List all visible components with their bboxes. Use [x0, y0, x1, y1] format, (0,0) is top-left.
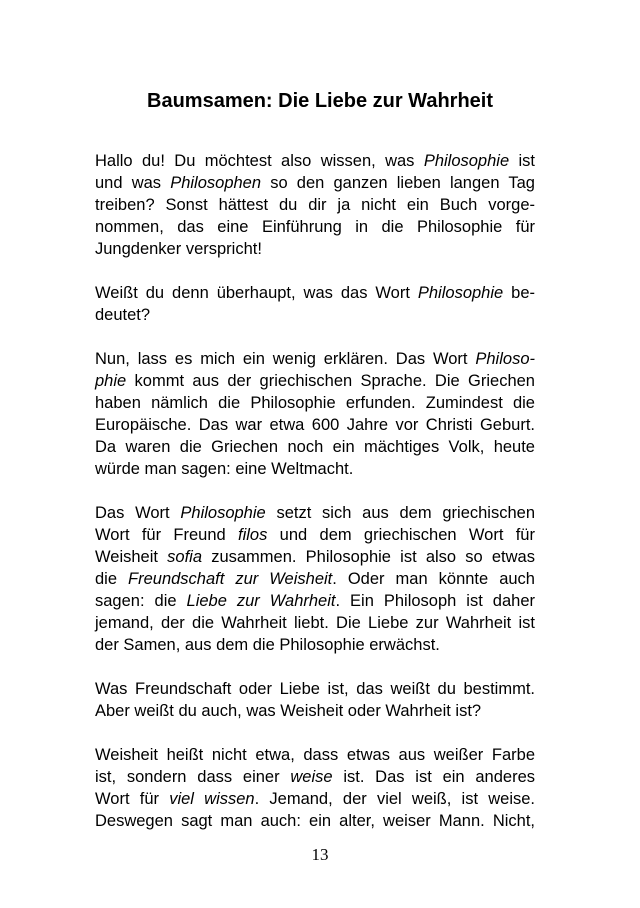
text-line: Weißt du denn überhaupt, was das Wort Philosophie be- — [95, 284, 535, 302]
text-line: würde man sagen: eine Weltmacht. — [95, 460, 354, 478]
paragraph — [95, 348, 535, 480]
text-line: Wort für viel wissen. Jemand, der viel weiß, ist weise. — [95, 790, 535, 808]
text-line: haben nämlich die Philosophie erfunden. Zumindest die — [95, 394, 535, 412]
text-line: Hallo du! Du möchtest also wissen, was Philosophie ist — [95, 152, 535, 170]
text-line: und was Philosophen so den ganzen lieben langen Tag — [95, 174, 535, 192]
paragraph — [95, 282, 535, 326]
italic-term: Philosophie — [180, 504, 266, 522]
italic-term: phie — [95, 372, 127, 390]
text-line: Europäische. Das war etwa 600 Jahre vor Christi Geburt. — [95, 416, 535, 434]
paragraph — [95, 502, 535, 656]
page-number: 13 — [311, 845, 329, 864]
paragraph — [95, 150, 535, 260]
italic-term: viel wissen — [169, 790, 255, 808]
text-line: Was Freundschaft oder Liebe ist, das weißt du bestimmt. — [95, 680, 535, 698]
italic-term: Philosophen — [170, 174, 262, 192]
italic-term: Freundschaft zur Weisheit — [128, 570, 333, 588]
paragraph — [95, 678, 535, 722]
text-line: Aber weißt du auch, was Weisheit oder Wahrheit ist? — [95, 702, 482, 720]
text-line: deutet? — [95, 306, 151, 324]
text-line: Jungdenker verspricht! — [95, 240, 262, 258]
italic-term: Liebe zur Wahrheit — [186, 592, 336, 610]
text-line: phie kommt aus der griechischen Sprache. Die Griechen — [95, 372, 535, 390]
body-text — [95, 150, 535, 854]
italic-term: Philoso- — [475, 350, 535, 368]
text-line: Weisheit sofia zusammen. Philosophie ist also so etwas — [95, 548, 535, 566]
text-line: Da waren die Griechen noch ein mächtiges Volk, heute — [95, 438, 535, 456]
paragraph — [95, 744, 535, 832]
text-line: sagen: die Liebe zur Wahrheit. Ein Philosoph ist daher — [95, 592, 535, 610]
text-line: der Samen, aus dem die Philosophie erwächst. — [95, 636, 440, 654]
text-line: Das Wort Philosophie setzt sich aus dem griechischen — [95, 504, 535, 522]
italic-term: sofia — [167, 548, 203, 566]
text-line: Deswegen sagt man auch: ein alter, weiser Mann. Nicht, — [95, 812, 535, 830]
text-line: ist, sondern dass einer weise ist. Das ist ein anderes — [95, 768, 535, 786]
text-line: Wort für Freund filos und dem griechischen Wort für — [95, 526, 535, 544]
text-line: jemand, der die Wahrheit liebt. Die Liebe zur Wahrheit ist — [95, 614, 535, 632]
text-line: Weisheit heißt nicht etwa, dass etwas aus weißer Farbe — [95, 746, 535, 764]
italic-term: weise — [290, 768, 333, 786]
italic-term: filos — [238, 526, 268, 544]
chapter-title: Baumsamen: Die Liebe zur Wahrheit — [147, 90, 493, 112]
text-line: Nun, lass es mich ein wenig erklären. Das Wort Philoso- — [95, 350, 535, 368]
text-line: treiben? Sonst hättest du dir ja nicht ein Buch vorge- — [95, 196, 535, 214]
italic-term: Philosophie — [423, 152, 510, 170]
italic-term: Philosophie — [417, 284, 504, 302]
text-line: die Freundschaft zur Weisheit. Oder man könnte auch — [95, 570, 535, 588]
text-line: nommen, das eine Einführung in die Philosophie für — [95, 218, 535, 236]
